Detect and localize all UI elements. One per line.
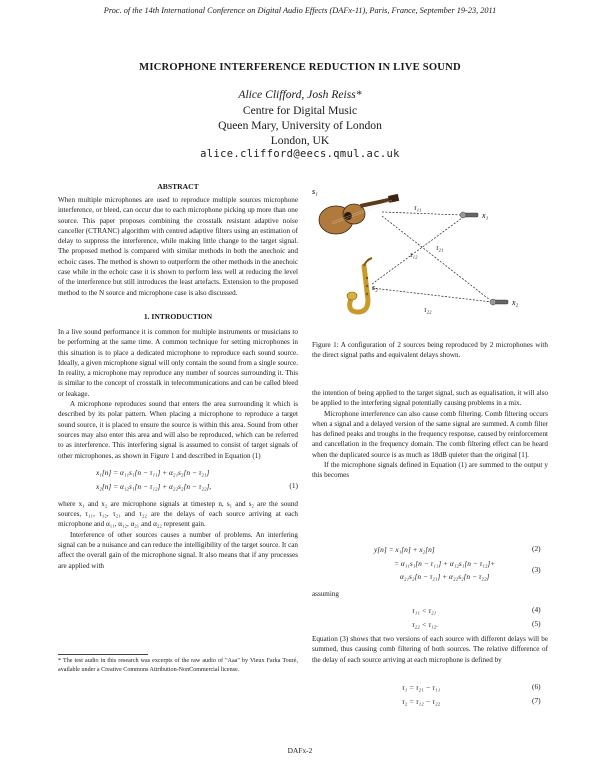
equation-3-line-1: = α₁₁s₁[n − τ₁₁] + α₁₂s₁[n − τ₁₂]+ (394, 559, 496, 568)
left-column (58, 182, 298, 571)
page-number: DAFx-2 (287, 746, 313, 755)
introduction-body-cont (58, 499, 298, 571)
figure-1 (312, 182, 548, 322)
intro-paragraph-1: In a live sound performance it is common for multiple instruments or musicians to be performing at the same time. A common technique for setting microphones in this situation is to place a dedicated microphone to reproduce each sound source. Ideally, a given microphone signal will only contain the sound from a single source. In reality, a microphone may reproduce any number of sources surrounding it. This is similar to the concept of crosstalk in telecommunications and can be called bleed or leakage. (58, 327, 298, 398)
right-paragraph-3: If the microphone signals defined in Equation (1) are summed to the output y this becomes (312, 461, 548, 480)
equation-3-line-2: α₂₁s₂[n − τ₂₁] + α₂₂s₂[n − τ₂₂] (400, 572, 490, 581)
intro-paragraph-3: where x₁ and x₂ are microphone signals at timestep n, s₁ and s₂ are the sound sources, τ₁₁, τ₁₂, τ₂₁ and τ₂₂ are the delays of each source arriving at each microphone and α₁₁, α₁₂, α₂₁ and α₂₂ represent gain. (58, 499, 298, 529)
equation-2: y[n] = x₁[n] + x₂[n] (374, 545, 435, 554)
path-s2-x2 (372, 288, 492, 302)
equation-1-number: (1) (289, 480, 298, 490)
equation-7-number: (7) (532, 696, 541, 705)
abstract-heading: ABSTRACT (157, 182, 199, 191)
equation-6: τ₁ = τ₂₁ − τ₁₁ (402, 683, 441, 692)
equation-5: τ₂₂ < τ₁₂. (412, 620, 439, 629)
label-tau12: τ₁₂ (410, 251, 418, 259)
equation-1-line-1: x₁[n] = α₁₁s₁[n − τ₁₁] + α₂₁s₂[n − τ₂₁] (96, 467, 210, 477)
right-column-body (312, 388, 548, 481)
footnote-rule (58, 654, 148, 655)
figure-1-caption: Figure 1: A configuration of 2 sources being reproduced by 2 microphones with the direct signal paths and equivalent delays shown. (312, 341, 548, 360)
equation-2-number: (2) (532, 544, 541, 553)
introduction-body (58, 327, 298, 461)
label-s1: s₁ (312, 187, 318, 196)
path-s1-x1 (382, 212, 462, 215)
label-x2: x₂ (512, 298, 519, 307)
figure-1-diagram (312, 182, 548, 322)
right-paragraph-4: Equation (3) shows that two versions of each source with different delays will be summed, thus causing comb filtering of both sources. The relative difference of the delay of each source arriving at each microphone is defined by (312, 635, 548, 664)
microphone-icon (490, 299, 508, 305)
right-paragraph-1: the intention of being applied to the target signal, such as equalisation, it will also be applied to the interfering signal potentially causing problems in a mix. (312, 389, 548, 408)
equation-4-number: (4) (532, 605, 541, 614)
equation-5-number: (5) (532, 619, 541, 628)
intro-paragraph-2: A microphone reproduces sound that enters the area surrounding it which is described by its polar pattern. When placing a microphone to reproduce a target sound source, it is placed to ensure the source is within this area. Sound from other sources may also enter this area and will also be reproduced, which can be referred to as interference. This interfering signal is assumed to consist of target signals of other microphones, as shown in Figure 1 and described in Equation (1) (58, 400, 298, 460)
equation-4: τ₁₁ < τ₂₁ (412, 606, 437, 615)
path-s1-x2 (382, 216, 490, 300)
assuming-text: assuming (312, 590, 339, 598)
paper-title: MICROPHONE INTERFERENCE REDUCTION IN LIVE SOUND (139, 62, 461, 73)
right-paragraph-2: Microphone interference can also cause comb filtering. Comb filtering occurs when a signal and a delayed version of the same signal are summed. A comb filter has defined peaks and troughs in the frequency response, caused by reinforcement and cancellation in the frequency domain. The comb filtering effect can be heard when the duplicated source is as much as 18dB quieter than the original [1]. (312, 409, 548, 459)
footnote: * The test audio in this research was excerpts of the raw audio of "Aaa" by Vieux Farka Touré, available under a Creative Commons Attribution-NonCommercial license. (58, 658, 298, 673)
microphone-icon (460, 212, 478, 218)
author-email[interactable]: alice.clifford@eecs.qmul.ac.uk (200, 148, 400, 160)
equation-1 (58, 465, 298, 495)
authors: Alice Clifford, Josh Reiss* (238, 88, 362, 101)
affiliation-line-1: Centre for Digital Music (242, 104, 358, 117)
equation-6-number: (6) (532, 682, 541, 691)
affiliation-line-3: London, UK (270, 134, 330, 147)
label-tau22: τ₂₂ (424, 306, 432, 314)
abstract-text (58, 195, 298, 298)
label-x1: x₁ (482, 211, 489, 220)
equation-1-line-2: x₂[n] = α₁₂s₁[n − τ₁₂] + α₂₂s₂[n − τ₂₂], (96, 481, 212, 491)
label-s2: s₂ (372, 283, 378, 292)
saxophone-icon (347, 258, 372, 312)
intro-paragraph-4: Interference of other sources causes a number of problems. An interfering signal can be a nuisance and can reduce the intelligibility of the target source. It can affect the overall gain of the microphone signal. It also means that if any processes are applied with (58, 530, 298, 570)
guitar-icon (319, 194, 399, 234)
label-tau21: τ₂₁ (436, 244, 444, 252)
equation-3-number: (3) (532, 565, 541, 574)
equation-7: τ₂ = τ₁₂ − τ₂₂ (402, 697, 441, 706)
affiliation-line-2: Queen Mary, University of London (218, 119, 382, 132)
abstract-paragraph: When multiple microphones are used to reproduce multiple sources microphone interference, or bleed, can occur due to each microphone picking up more than one source. This paper proposes combining the crosstalk resistant adaptive noise canceller (CTRANC) algorithm with centred adaptive filters using an estimation of delay to suppress the interference, while making little change to the target signal. The proposed method is compared with similar methods in both the anechoic and echoic cases. The method is shown to outperform the other methods in the anechoic case while in the echoic case it is shown to perform less well at reducing the level of the interference but still introduces the least artefacts. Extension to the proposed method to the N source and microphone case is also discussed. (58, 196, 298, 297)
introduction-heading: 1. INTRODUCTION (143, 311, 213, 321)
proceedings-header: Proc. of the 14th International Conference on Digital Audio Effects (DAFx-11), Paris, France, September 19-23, 2011 (103, 6, 497, 15)
label-tau11: τ₁₁ (414, 204, 422, 212)
